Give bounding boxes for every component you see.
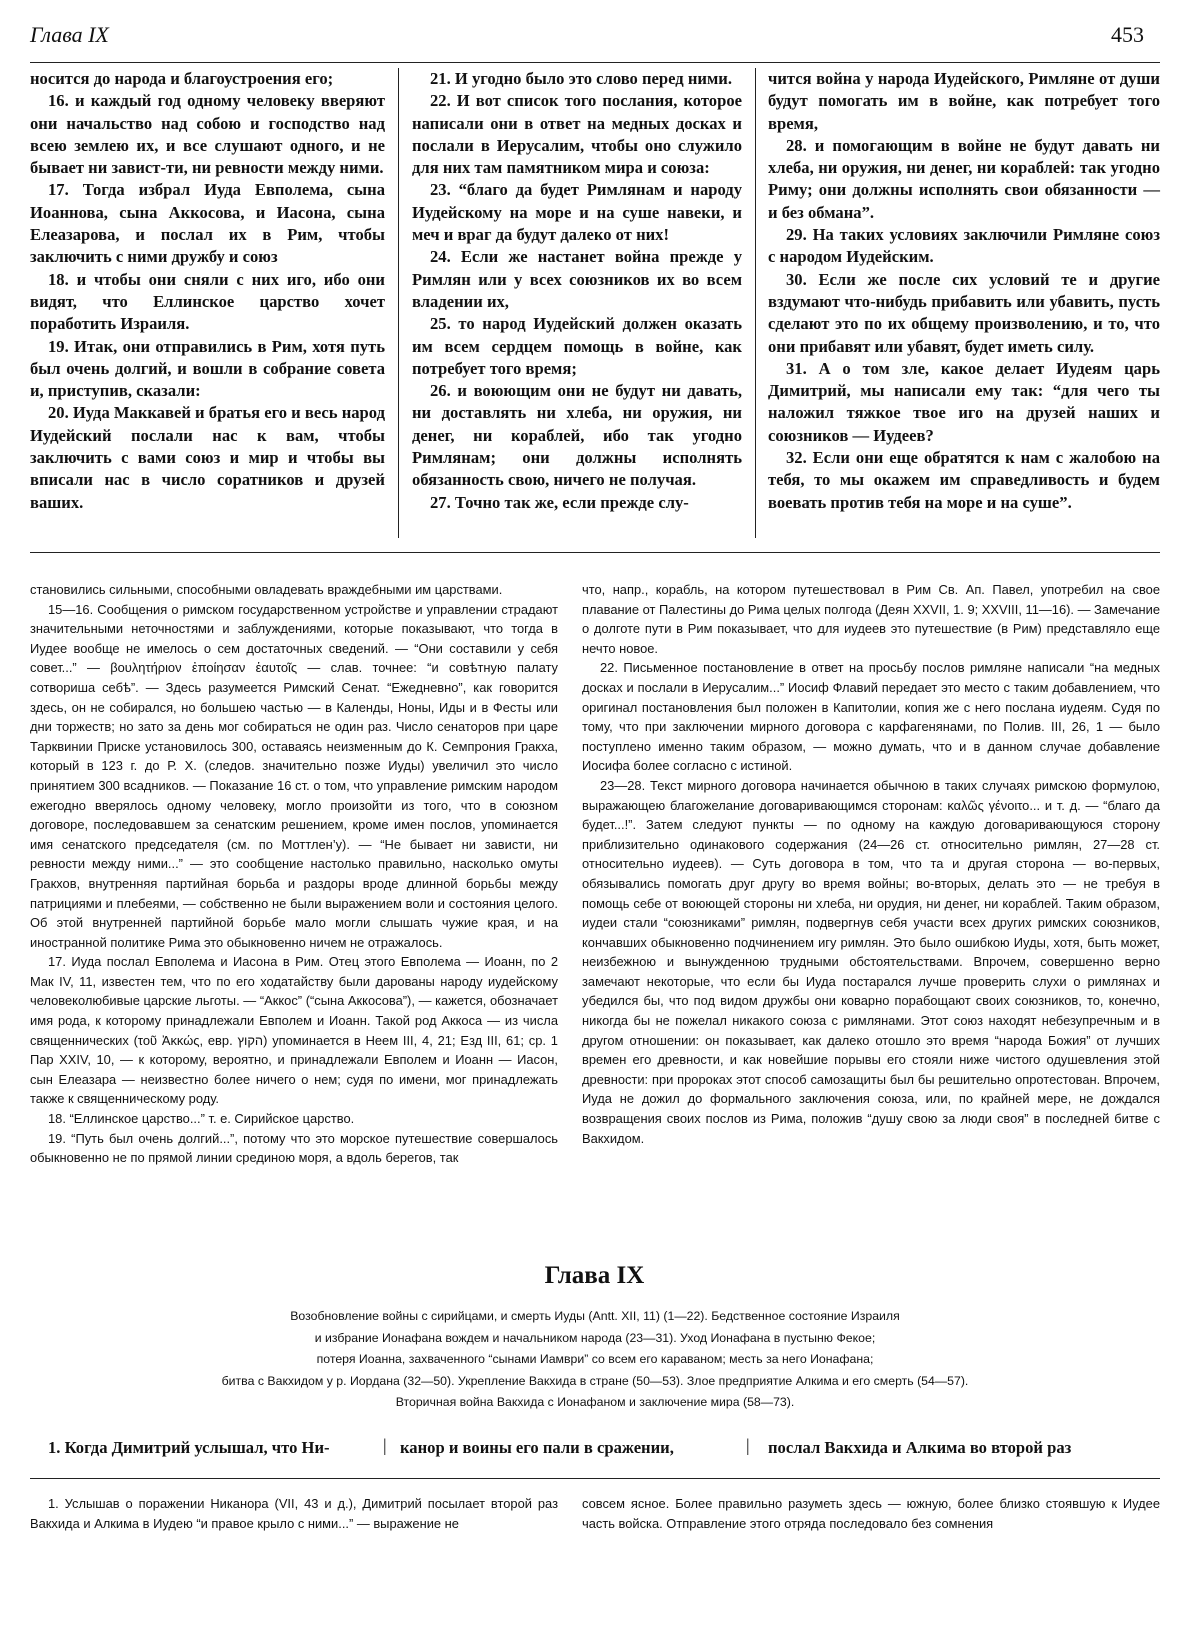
commentary-paragraph: 17. Иуда послал Евполема и Иасона в Рим. Отец этого Евполема — Иоанн, по 2 Мак IV, 11, известен тем, что по его ходатайству были дарованы народу иудейскому человеколюбивые царские льготы. — “Аккос” (“сына Аккосова”), — кажется, обозначает имя рода, к которому принадлежали Евполем и Иоанн. Такой род Аккоса — из числа священнических (τοῦ Ἀκκώς, евр. הקוץ) упоминается в Неем III, 4, 21; Езд III, 61; ср. 1 Пар XXIV, 10, — к которому, вероятно, и принадлежали Евполем и Иоанн — Иасон, сын Елеазара — неизвестно более ничего о нем; судя по имени, мог принадлежать также к священническому роду. (30, 954, 558, 1107)
text-column-1 (30, 68, 385, 514)
summary-line: Вторичная война Вакхида с Ионафаном и заключение мира (58—73). (395, 1395, 795, 1409)
verse-paragraph: 19. Итак, они отправились в Рим, хотя путь был очень долгий, и вошли в собрание совета и, приступив, сказали: (30, 336, 385, 401)
verse-paragraph: 31. А о том зле, какое делает Иудеям царь Димитрий, мы написали ему так: “для чего ты наложил тяжкое твое иго на друзей наших и союзников — Иудеев? (768, 358, 1160, 445)
bottom-commentary-column-2 (582, 1494, 1160, 1533)
text-column-2 (412, 68, 742, 514)
verse-paragraph: 25. то народ Иудейский должен оказать им всем сердцем помощь в войне, как потребует того время; (412, 314, 742, 378)
verse-paragraph: 27. Точно так же, если прежде слу- (430, 492, 689, 512)
summary-line: и избрание Ионафана вождем и начальником народа (23—31). Уход Ионафана в пустыню Фекое; (314, 1330, 876, 1345)
verse-paragraph: 22. И вот список того послания, которое написали они в ответ на медных досках и послали в Иерусалим, чтобы оно служило для них там памятником мира и союза: (412, 91, 742, 178)
verse-separator: | (383, 1435, 387, 1455)
commentary-paragraph: 18. “Еллинское царство...” т. е. Сирийское царство. (48, 1111, 355, 1127)
verse-paragraph: 26. и воюющим они не будут ни давать, ни доставлять ни хлеба, ни оружия, ни денег, ни кораблей, ибо так угодно Римлянам; они должны исполнять обязанность свою, ничего не получая. (412, 381, 742, 490)
verse-paragraph: 17. Тогда избрал Иуда Евполема, сына Иоаннова, сына Аккосова, и Иасона, сына Елеазарова, и послал их в Рим, чтобы заключить с ними дружбу и союз (30, 180, 385, 267)
verse-paragraph: 16. и каждый год одному человеку вверяют они начальство над собою и господство над всею землею их, и все слушают одного, и не бывает ни завист-ти, ни ревности между ними. (30, 91, 385, 178)
commentary-paragraph: 19. “Путь был очень долгий...”, потому что это морское путешествие совершалось обыкновенно не по прямой линии срединою моря, а вдоль берегов, так (30, 1130, 558, 1166)
commentary-paragraph: 15—16. Сообщения о римском государственном устройстве и управлении страдают значительными неточностями и заблуждениями, которые показывают, что тогда в Иудее вообще не имелось о сем достаточных сведений. — “Они составили у себя совет...” — βουλητήριον ἐποίησαν ἑαυτοῖς — слав. точнее: “и совѣтную палату сотвориша себѣ”. — Здесь разумеется Римский Сенат. “Ежедневно”, как говорится здесь, он не собирался, но большею частью — в Календы, Ноны, Иды и в Фесты или дни торжеств; но зато за день мог собираться не один раз. Число сенаторов при царе Тарквинии Приске установилось 300, оставаясь неизменным до К. Семпрония Гракха, который в 123 г. до Р. Х. (следов. значительно позже Иуды) увеличил это число принятием 300 всадников. — Показание 16 ст. о том, что управление римским народом ежегодно вверялось одному человеку, могло произойти из того, что в союзном договоре, последовавшем за сенатским решением, кроме имен послов, упоминается имя сенатского председателя (см. по Моттлен’у). — “Не бывает ни зависти, ни ревности между ними...” — это сообщение настолько правильно, насколько омуты Гракхов, внутренняя партийная борьба и раздоры вроде длинной борьбы между патрициями и плебеями, — собственно не были выражением воли и состояния целого. Об этой внутренней партийной борьбе мало могли слышать чужие края, и на иностранной политике Рима это обыкновенно ничем не отражалось. (30, 601, 558, 950)
column-divider (398, 68, 399, 538)
verse-paragraph: 21. И угодно было это слово перед ними. (430, 69, 732, 88)
commentary-paragraph: что, напр., корабль, на котором путешествовал в Рим Св. Ап. Павел, употребил на свое плавание от Палестины до Рима целых полгода (Деян XXVII, 1. 9; XXVIII, 11—16). — Замечание о долготе пути в Рим показывает, что для иудеев это путешествие (в Рим) представляло еще нечто новое. (582, 582, 1160, 656)
commentary-column-1 (30, 580, 558, 1168)
verse-paragraph: 24. Если же настанет война прежде у Римлян или у всех союзников их во всем владении их, (412, 247, 742, 311)
summary-line: битва с Вакхидом у р. Иордана (32—50). Укрепление Вакхида в стране (50—53). Злое предприятие Алкима и его смерть (54—57). (221, 1373, 969, 1388)
commentary-rule (30, 552, 1160, 553)
page-number: 453 (1111, 22, 1144, 47)
verse-paragraph: 28. и помогающим в войне не будут давать ни хлеба, ни оружия, ни денег, ни кораблей: так угодно Риму; они должны исполнять свои обязанности — и без обмана”. (768, 135, 1160, 222)
verse1-part-1: 1. Когда Димитрий услышал, что Ни- (48, 1438, 330, 1457)
summary-line: Возобновление войны с сирийцами, и смерть Иуды (Antt. XII, 11) (1—22). Бедственное состояние Израиля (290, 1309, 900, 1323)
verse-paragraph: 30. Если же после сих условий те и другие вздумают что-нибудь прибавить или убавить, пусть сделают это по их общему произволению, и то, что они прибавят или убавят, будет иметь силу. (768, 269, 1160, 356)
commentary-paragraph: 22. Письменное постановление в ответ на просьбу послов римляне написали “на медных досках и послали в Иерусалим...” Иосиф Флавий передает это место с таким добавлением, что оригинал постановления был положен в Капитолии, копия же с него послана иудеям. Судя по тому, что при заключении мирного договора с карфагенянами, по Полив. III, 26, 1 — было поступлено именно таким образом, — можно думать, что и в данном случае добавление Иосифа более согласно с истиной. (582, 660, 1160, 774)
bottom-commentary-rule (30, 1478, 1160, 1479)
running-header-chapter: Глава IX (30, 22, 109, 47)
bottom-commentary-column-1 (30, 1494, 558, 1533)
summary-line: потеря Иоанна, захваченного “сынами Иамври” со всем его караваном; месть за него Ионафана; (316, 1352, 874, 1366)
chapter-summary (180, 1306, 1010, 1414)
verse-paragraph: носится до народа и благоустроения его; (30, 69, 334, 88)
header-rule (30, 62, 1160, 63)
commentary-column-2 (582, 580, 1160, 1148)
verse-paragraph: 23. “благо да будет Римлянам и народу Иудейскому на море и на суше навеки, и меч и враг да будут далеко от них! (412, 180, 742, 245)
verse-paragraph: 32. Если они еще обратятся к нам с жалобою на тебя, то мы окажем им справедливость и будем воевать против тебя на море и на суше”. (768, 448, 1160, 512)
commentary-paragraph: становились сильными, способными овладевать враждебными им царствами. (30, 582, 503, 597)
commentary-paragraph: совсем ясное. Более правильно разуметь здесь — южную, более близко стоявшую к Иудее часть войска. Отправление этого отряда последовало без сомнения (582, 1496, 1160, 1531)
verse-separator: | (746, 1435, 750, 1455)
verse-paragraph: 20. Иуда Маккавей и братья его и весь народ Иудейский послали нас к вам, чтобы заключить с вами союз и мир и чтобы вы вписали нас в число соратников и друзей ваших. (30, 403, 385, 512)
verse1-part-3: послал Вакхида и Алкима во второй раз (768, 1438, 1072, 1457)
column-divider (755, 68, 756, 538)
commentary-paragraph: 23—28. Текст мирного договора начинается обычною в таких случаях римскою формулою, выражающею благожелание договаривающимся сторонам: καλῶς γένοιτο... и т. д. — “благо да будет...!”. Затем следуют пункты — по одному на каждую договаривающуюся сторону приблизительно одинакового содержания (24—26 ст. относительно римлян, 27—28 ст. относительно иудеев). — Суть договора в том, что та и другая сторона — во-первых, обязывались помогать друг другу во время войны; во-вторых, делать это — не требуя в помощь себе от воюющей стороны ни хлеба, ни орудия, ни денег, ни кораблей. Таким образом, иудеи стали “союзниками” римлян, подвергнув себя участи всех других римских союзников, кончавших обыкновенно подчинением игу римлян. Это было ошибкою Иуды, хотя, быть может, неизбежною и вынужденною трудными обстоятельствами. Впрочем, совершенно верно замечают некоторые, что если бы Иуда постарался лучше проверить слухи о римлянах и убедился бы, что под видом дружбы они коварно порабощают своих союзников, то, конечно, никогда бы не пожелал никакого союза с римлянами. Этот союз находят небезупречным и в другом отношении: он показывает, как далеко отошло это время “народа Божия” от лучших времен его древности, и как новейшие порывы его стояли ниже чистого одушевления этой древности: при пророках этот способ самозащиты был бы решительно опротестован. Впрочем, Иуда не дожил до формального заключения союза, или, по крайней мере, не дождался возвращения своих послов из Рима, положив “душу свою за люди своя” в последней битве с Вакхидом. (582, 777, 1160, 1146)
verse1-part-2: канор и воины его пали в сражении, (400, 1438, 674, 1457)
text-column-3 (768, 68, 1160, 514)
verse-paragraph: 18. и чтобы они сняли с них иго, ибо они видят, что Еллинское царство хочет поработить Израиля. (30, 269, 385, 334)
chapter-heading: Глава IX (544, 1262, 645, 1289)
commentary-paragraph: 1. Услышав о поражении Никанора (VII, 43 и д.), Димитрий посылает второй раз Вакхида и Алкима в Иудею “и правое крыло с ними...” — выражение не (30, 1496, 558, 1531)
verse-paragraph: чится война у народа Иудейского, Римляне от души будут помогать им в войне, как потребует того время, (768, 69, 1160, 133)
verse-paragraph: 29. На таких условиях заключили Римляне союз с народом Иудейским. (768, 225, 1160, 267)
